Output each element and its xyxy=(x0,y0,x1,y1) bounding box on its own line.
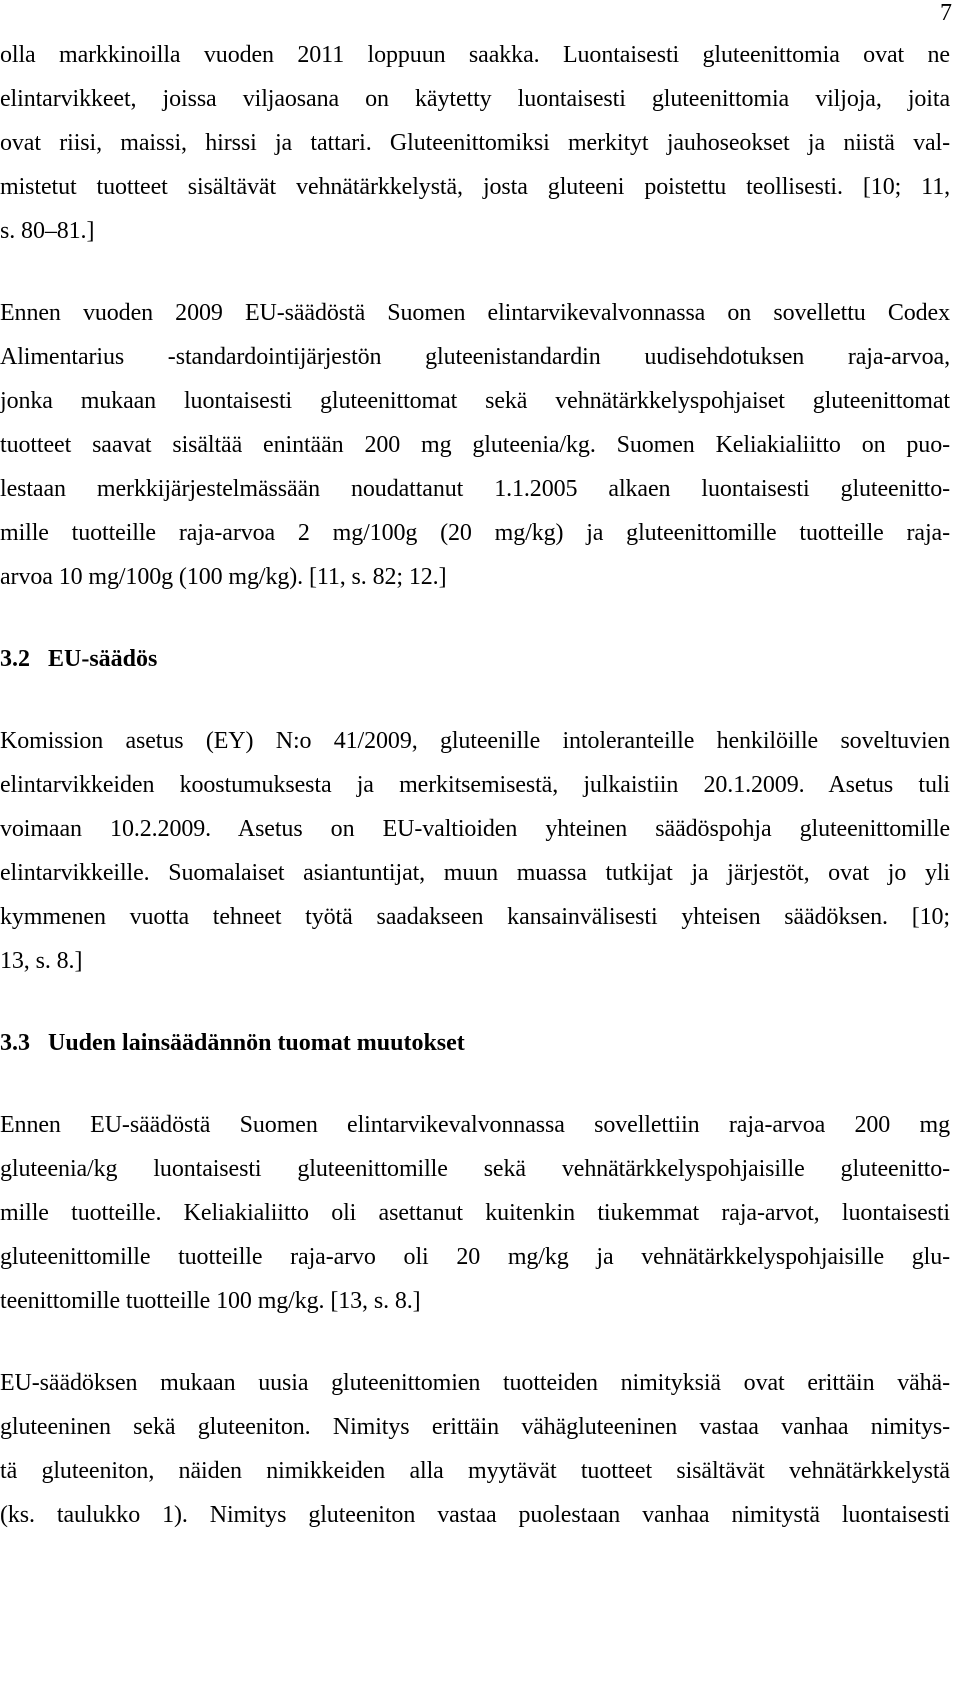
paragraph-3 xyxy=(0,719,950,983)
section-title: Uuden lainsäädännön tuomat muutokset xyxy=(48,1030,465,1056)
section-number: 3.2 xyxy=(0,646,30,672)
paragraph-5 xyxy=(0,1103,950,1323)
text-line: elintarvikkeiden koostumuksesta ja merkitsemisestä, julkaistiin 20.1.2009. Asetus tuli xyxy=(0,772,950,798)
text-line: mille tuotteille raja-arvoa 2 mg/100g (20 mg/kg) ja gluteenittomille tuotteille raja- xyxy=(0,520,950,546)
text-line: voimaan 10.2.2009. Asetus on EU-valtioiden yhteinen säädöspohja gluteenittomille xyxy=(0,816,950,842)
text-line: gluteeninen sekä gluteeniton. Nimitys erittäin vähägluteeninen vastaa vanhaa nimitys- xyxy=(0,1414,950,1440)
paragraph-1 xyxy=(0,33,950,253)
text-line: s. 80–81.] xyxy=(0,218,95,244)
text-line: Alimentarius -standardointijärjestön gluteenistandardin uudisehdotuksen raja-arvoa, xyxy=(0,344,950,370)
text-line: elintarvikkeet, joissa viljaosana on käytetty luontaisesti gluteenittomia viljoja, joita xyxy=(0,86,950,112)
paragraph-6 xyxy=(0,1361,950,1537)
text-line: gluteenittomille tuotteille raja-arvo oli 20 mg/kg ja vehnätärkkelyspohjaisille glu- xyxy=(0,1244,950,1270)
text-line: arvoa 10 mg/100g (100 mg/kg). [11, s. 82; 12.] xyxy=(0,564,447,590)
text-line: ovat riisi, maissi, hirssi ja tattari. Gluteenittomiksi merkityt jauhoseokset ja niistä val- xyxy=(0,130,950,156)
page-number: 7 xyxy=(940,0,952,26)
paragraph-2 xyxy=(0,291,950,599)
text-line: (ks. taulukko 1). Nimitys gluteeniton vastaa puolestaan vanhaa nimitystä luontaisesti xyxy=(0,1502,950,1528)
text-line: tä gluteeniton, näiden nimikkeiden alla myytävät tuotteet sisältävät vehnätärkkelystä xyxy=(0,1458,950,1484)
text-line: elintarvikkeille. Suomalaiset asiantuntijat, muun muassa tutkijat ja järjestöt, ovat jo yli xyxy=(0,860,950,886)
text-line: kymmenen vuotta tehneet työtä saadakseen kansainvälisesti yhteisen säädöksen. [10; xyxy=(0,904,950,930)
text-line: mille tuotteille. Keliakialiitto oli asettanut kuitenkin tiukemmat raja-arvot, luontaisesti xyxy=(0,1200,950,1226)
document-body xyxy=(0,33,950,1537)
text-line: jonka mukaan luontaisesti gluteenittomat sekä vehnätärkkelyspohjaiset gluteenittomat xyxy=(0,388,950,414)
text-line: Ennen EU-säädöstä Suomen elintarvikevalvonnassa sovellettiin raja-arvoa 200 mg xyxy=(0,1112,950,1138)
section-heading-3-3 xyxy=(0,1021,950,1065)
section-title: EU-säädös xyxy=(48,646,158,672)
text-line: 13, s. 8.] xyxy=(0,948,83,974)
text-line: EU-säädöksen mukaan uusia gluteenittomien tuotteiden nimityksiä ovat erittäin vähä- xyxy=(0,1370,950,1396)
text-line: Komission asetus (EY) N:o 41/2009, gluteenille intoleranteille henkilöille soveltuvien xyxy=(0,728,950,754)
text-line: teenittomille tuotteille 100 mg/kg. [13, s. 8.] xyxy=(0,1288,421,1314)
text-line: gluteenia/kg luontaisesti gluteenittomille sekä vehnätärkkelyspohjaisille gluteenitto- xyxy=(0,1156,950,1182)
text-line: Ennen vuoden 2009 EU-säädöstä Suomen elintarvikevalvonnassa on sovellettu Codex xyxy=(0,300,950,326)
text-line: tuotteet saavat sisältää enintään 200 mg gluteenia/kg. Suomen Keliakialiitto on puo- xyxy=(0,432,950,458)
text-line: mistetut tuotteet sisältävät vehnätärkkelystä, josta gluteeni poistettu teollisesti. [10; 11, xyxy=(0,174,950,200)
section-heading-3-2 xyxy=(0,637,950,681)
text-line: olla markkinoilla vuoden 2011 loppuun saakka. Luontaisesti gluteenittomia ovat ne xyxy=(0,42,950,68)
text-line: lestaan merkkijärjestelmässään noudattanut 1.1.2005 alkaen luontaisesti gluteenitto- xyxy=(0,476,950,502)
section-number: 3.3 xyxy=(0,1030,30,1056)
